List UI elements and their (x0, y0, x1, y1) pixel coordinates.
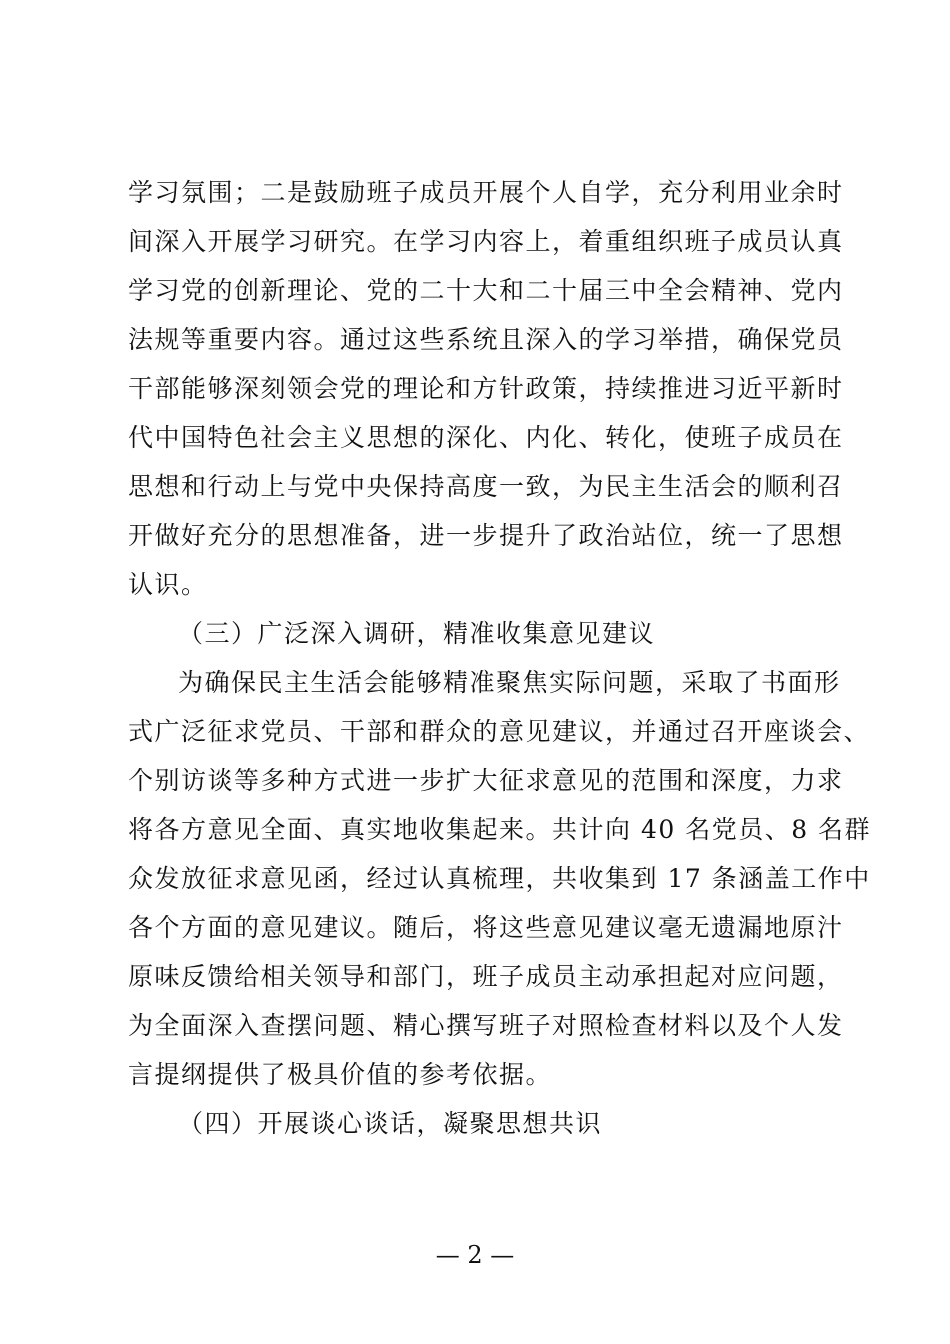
text-line: 认识。 (128, 570, 208, 599)
text-line: 代中国特色社会主义思想的深化、内化、转化，使班子成员在 (128, 423, 844, 452)
paragraph-heading-or-indented-line: 为确保民主生活会能够精准聚焦实际问题，采取了书面形 (178, 668, 841, 697)
text-line: 间深入开展学习研究。在学习内容上，着重组织班子成员认真 (128, 227, 844, 256)
text-line: 开做好充分的思想准备，进一步提升了政治站位，统一了思想 (128, 521, 844, 550)
text-line: 学习氛围；二是鼓励班子成员开展个人自学，充分利用业余时 (128, 178, 844, 207)
text-line: 干部能够深刻领会党的理论和方针政策，持续推进习近平新时 (128, 374, 844, 403)
paragraph-heading-or-indented-line: （三）广泛深入调研，精准收集意见建议 (178, 619, 656, 648)
text-line: 学习党的创新理论、党的二十大和二十届三中全会精神、党内 (128, 276, 844, 305)
text-line: 法规等重要内容。通过这些系统且深入的学习举措，确保党员 (128, 325, 844, 354)
text-line: 式广泛征求党员、干部和群众的意见建议，并通过召开座谈会、 (128, 717, 871, 746)
text-line: 各个方面的意见建议。随后，将这些意见建议毫无遗漏地原汁 (128, 913, 844, 942)
text-line: 思想和行动上与党中央保持高度一致，为民主生活会的顺利召 (128, 472, 844, 501)
text-line: 众发放征求意见函，经过认真梳理，共收集到 17 条涵盖工作中 (128, 864, 871, 893)
text-line: 将各方意见全面、真实地收集起来。共计向 40 名党员、8 名群 (128, 815, 872, 844)
document-body (128, 168, 872, 1148)
text-line: 言提纲提供了极具价值的参考依据。 (128, 1060, 553, 1089)
text-line: 为全面深入查摆问题、精心撰写班子对照检查材料以及个人发 (128, 1011, 844, 1040)
page-number: — 2 — (435, 1241, 515, 1269)
paragraph-heading-or-indented-line: （四）开展谈心谈话，凝聚思想共识 (178, 1109, 603, 1138)
text-line: 原味反馈给相关领导和部门，班子成员主动承担起对应问题， (128, 962, 844, 991)
text-line: 个别访谈等多种方式进一步扩大征求意见的范围和深度，力求 (128, 766, 844, 795)
